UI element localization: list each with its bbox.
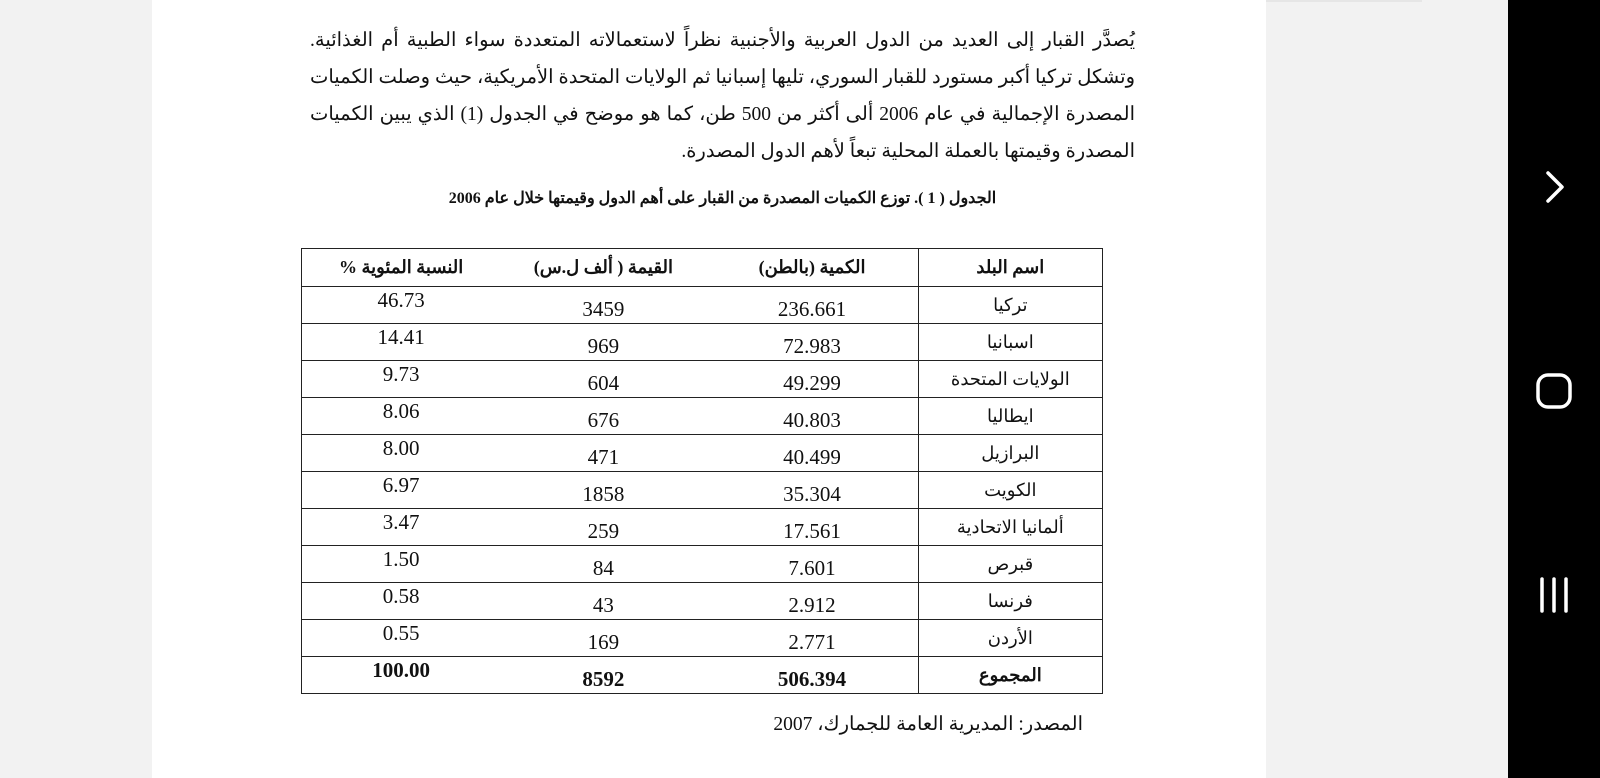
- table-source-note: المصدر: المديرية العامة للجمارك، 2007: [773, 714, 1083, 735]
- cell-quantity: 40.499: [706, 435, 918, 472]
- table-row: [302, 509, 1103, 546]
- cell-quantity: 2.912: [706, 583, 918, 620]
- cell-country: البرازيل: [918, 435, 1102, 472]
- cell-percent: 8.06: [302, 398, 501, 435]
- cell-quantity: 35.304: [706, 472, 918, 509]
- table-header-row: [302, 249, 1103, 287]
- cell-percent: 0.58: [302, 583, 501, 620]
- chevron-right-icon: [1539, 167, 1569, 207]
- table-total-row: [302, 657, 1103, 694]
- cell-country: ألمانيا الاتحادية: [918, 509, 1102, 546]
- cell-value: 969: [500, 324, 706, 361]
- table-row: [302, 287, 1103, 324]
- cell-percent: 8.00: [302, 435, 501, 472]
- cell-quantity: 236.661: [706, 287, 918, 324]
- cell-percent: 1.50: [302, 546, 501, 583]
- cell-country: الكويت: [918, 472, 1102, 509]
- header-percent: النسبة المئوية %: [302, 249, 501, 287]
- cell-value: 84: [500, 546, 706, 583]
- cell-percent: 9.73: [302, 361, 501, 398]
- table-row: [302, 361, 1103, 398]
- cell-value: 604: [500, 361, 706, 398]
- cell-percent: 0.55: [302, 620, 501, 657]
- cell-country: تركيا: [918, 287, 1102, 324]
- cell-quantity: 17.561: [706, 509, 918, 546]
- header-quantity: الكمية (بالطن): [706, 249, 918, 287]
- cell-quantity: 49.299: [706, 361, 918, 398]
- android-navigation-bar: [1508, 0, 1600, 778]
- table-row: [302, 546, 1103, 583]
- cell-value: 676: [500, 398, 706, 435]
- header-country: اسم البلد: [918, 249, 1102, 287]
- cell-country: الولايات المتحدة: [918, 361, 1102, 398]
- recents-icon: [1534, 575, 1574, 615]
- cell-value: 1858: [500, 472, 706, 509]
- cell-country: قبرص: [918, 546, 1102, 583]
- nav-forward-button[interactable]: [1508, 152, 1600, 222]
- table-caption: الجدول ( 1 ). توزع الكميات المصدرة من القبار على أهم الدول وقيمتها خلال عام 2006: [448, 190, 997, 207]
- table-row: [302, 324, 1103, 361]
- exports-table: [301, 248, 1103, 694]
- cell-percent: 14.41: [302, 324, 501, 361]
- cell-value: 259: [500, 509, 706, 546]
- cell-quantity: 72.983: [706, 324, 918, 361]
- cell-value: 3459: [500, 287, 706, 324]
- cell-country: فرنسا: [918, 583, 1102, 620]
- table-row: [302, 398, 1103, 435]
- cell-country: اسبانيا: [918, 324, 1102, 361]
- cell-value: 169: [500, 620, 706, 657]
- header-value: القيمة ( ألف ل.س): [500, 249, 706, 287]
- cell-quantity: 2.771: [706, 620, 918, 657]
- nav-recents-button[interactable]: [1508, 560, 1600, 630]
- cell-country: الأردن: [918, 620, 1102, 657]
- cell-quantity: 7.601: [706, 546, 918, 583]
- cell-quantity: 40.803: [706, 398, 918, 435]
- cell-value: 471: [500, 435, 706, 472]
- home-icon: [1534, 371, 1574, 411]
- cell-percent: 6.97: [302, 472, 501, 509]
- cell-total-label: المجموع: [918, 657, 1102, 694]
- cell-percent: 3.47: [302, 509, 501, 546]
- cell-country: ايطاليا: [918, 398, 1102, 435]
- cell-value: 43: [500, 583, 706, 620]
- table-row: [302, 583, 1103, 620]
- intro-paragraph: يُصدَّر القبار إلى العديد من الدول العربية والأجنبية نظراً لاستعمالاته المتعددة سواء الطبية أم الغذائية. وتشكل تركيا أكبر مستورد للقبار السوري، تليها إسبانيا ثم الولايات المتحدة الأمريكية، حيث وصلت الكميات المصدرة الإجمالية في عام 2006 ألى أكثر من 500 طن، كما هو موضح في الجدول (1) الذي يبين الكميات المصدرة وقيمتها بالعملة المحلية تبعاً لأهم الدول المصدرة.: [310, 29, 1135, 162]
- table-row: [302, 620, 1103, 657]
- table-row: [302, 472, 1103, 509]
- table-row: [302, 435, 1103, 472]
- cell-total-quantity: 506.394: [706, 657, 918, 694]
- cell-percent: 46.73: [302, 287, 501, 324]
- cell-total-percent: 100.00: [302, 657, 501, 694]
- nav-home-button[interactable]: [1508, 356, 1600, 426]
- cell-total-value: 8592: [500, 657, 706, 694]
